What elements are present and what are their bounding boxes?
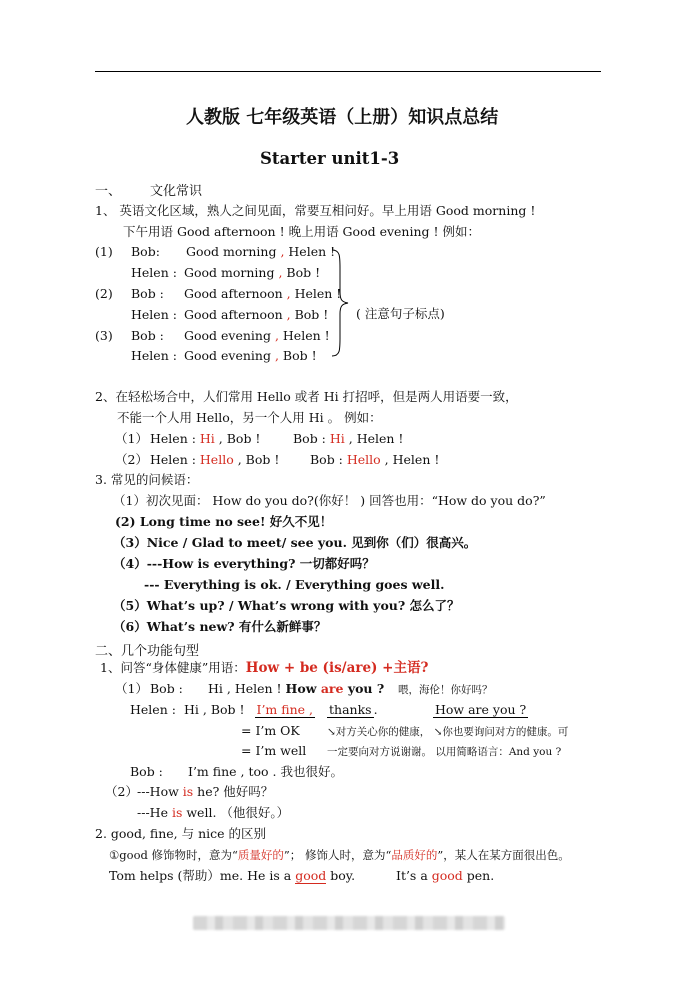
dialogue-line: ---How is he? 他好吗？: [137, 784, 274, 799]
dialogue-speaker: Helen :: [131, 348, 177, 363]
greeting-3: （3）Nice / Glad to meet/ see you. 见到你（们）很高兴。: [113, 535, 477, 550]
top-rule: [95, 71, 601, 72]
greeting-2: (2) Long time no see! 好久不见！: [115, 514, 333, 529]
dialogue-1-number: (1): [95, 244, 113, 259]
para-1-line-1: 1、 英语文化区域，熟人之间见面，常要互相问好。早上用语 Good morning !: [95, 203, 536, 218]
dialogue-speaker: Bob:: [131, 244, 160, 259]
dialogue-line: Hi , Bob ! I’m fine , thanks .: [184, 702, 378, 717]
dialogue-line: Good afternoon , Helen !: [184, 286, 342, 301]
dialogue-line: ---He is well. （他很好。）: [137, 805, 290, 820]
dialogue-line: Good morning , Helen !: [186, 244, 336, 259]
dialogue-speaker: Helen :: [130, 702, 176, 717]
dialogue-line: I’m fine , too . 我也很好。: [188, 764, 343, 779]
dialogue-line: Good afternoon , Bob !: [184, 307, 329, 322]
distinction-heading: 2. good, fine, 与 nice 的区别: [95, 826, 267, 841]
dialogue-2-number: (2): [95, 286, 113, 301]
dialogue-speaker: Helen :: [131, 265, 177, 280]
health-2-number: （2）: [105, 784, 138, 799]
good-usage: ①good 修饰物时，意为“质量好的”； 修饰人时，意为“品质好的”，某人在某方面很出色。: [109, 848, 570, 862]
para-2-line-2: 不能一个人用 Hello，另一个人用 Hi 。 例如：: [117, 410, 382, 425]
greeting-5: （5）What’s up? / What’s wrong with you? 怎么了？: [113, 598, 460, 613]
section-2-heading: 二、几个功能句型: [95, 644, 200, 659]
alt-answer: = I’m well: [241, 743, 307, 758]
good-example-1: Tom helps (帮助）me. He is a good boy.: [109, 868, 356, 883]
dialogue-line: Good evening , Bob !: [184, 348, 317, 363]
page-title: 人教版 七年级英语（上册）知识点总结: [186, 107, 499, 128]
dialogue-speaker: Helen :: [131, 307, 177, 322]
dialogue-line: Good morning , Bob !: [184, 265, 321, 280]
health-1-number: （1）: [115, 681, 148, 696]
dialogue-speaker: Bob :: [130, 764, 163, 779]
answer-note: ↘对方关心你的健康， ↘你也要询问对方的健康。可: [327, 726, 569, 738]
dialogue-speaker: Bob :: [131, 328, 164, 343]
blurred-footer: [193, 916, 505, 930]
right-brace-icon: [330, 248, 352, 358]
dialogue-line: Good evening , Helen !: [184, 328, 330, 343]
dialogue-3-number: (3): [95, 328, 113, 343]
dialogue-line: Hi , Helen ! How are you ?: [208, 681, 385, 696]
para-3-heading: 3. 常见的问候语：: [95, 472, 199, 487]
punctuation-note: ( 注意句子标点): [356, 306, 445, 321]
page-subtitle: Starter unit1-3: [260, 149, 400, 168]
dialogue-speaker: Bob :: [150, 681, 183, 696]
example-line: Helen : Hello , Bob !: [150, 452, 280, 467]
example-1-number: （1）: [115, 431, 148, 446]
good-example-2: It’s a good pen.: [396, 868, 495, 883]
example-line: Bob : Hello , Helen !: [310, 452, 440, 467]
section-1-heading: 文化常识: [150, 184, 203, 199]
example-line: Bob : Hi , Helen !: [293, 431, 404, 446]
greeting-4: （4）---How is everything? 一切都好吗？: [113, 556, 375, 571]
greeting-1: （1）初次见面： How do you do?(你好！ ) 回答也用：“How do you do?”: [113, 493, 546, 508]
greeting-4-answer: --- Everything is ok. / Everything goes well.: [144, 577, 445, 592]
alt-answer: = I’m OK: [241, 723, 300, 738]
health-heading: 1、问答“身体健康”用语：How + be (is/are) +主语?: [100, 660, 429, 676]
dialogue-line: How are you ?: [435, 702, 527, 717]
para-1-line-2: 下午用语 Good afternoon ! 晚上用语 Good evening ! 例如：: [123, 224, 480, 239]
dialogue-translation: 喂，海伦！你好吗？: [398, 684, 493, 696]
example-line: Helen : Hi , Bob !: [150, 431, 261, 446]
section-1-number: 一、: [95, 184, 122, 199]
dialogue-speaker: Bob :: [131, 286, 164, 301]
answer-note: 一定要向对方说谢谢。 以用简略语言：And you ?: [327, 746, 562, 758]
example-2-number: （2）: [115, 452, 148, 467]
para-2-line-1: 2、在轻松场合中，人们常用 Hello 或者 Hi 打招呼，但是两人用语要一致，: [95, 389, 518, 404]
greeting-6: （6）What’s new? 有什么新鲜事？: [113, 619, 327, 634]
